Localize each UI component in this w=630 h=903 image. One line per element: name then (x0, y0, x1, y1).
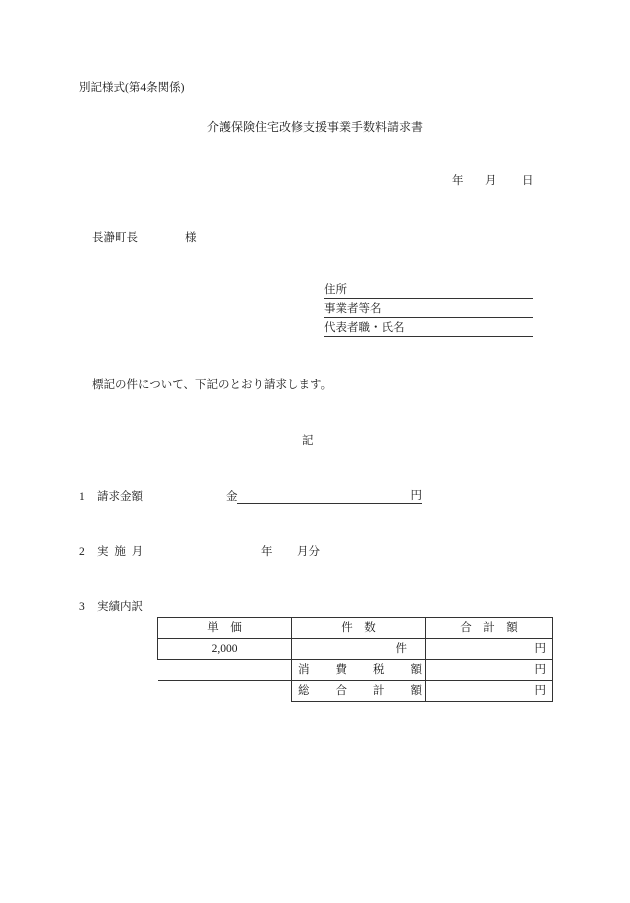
applicant-representative-label: 代表者職・氏名 (324, 322, 405, 334)
table-row-grand-total (158, 681, 553, 702)
cell-tax-amount: 円 (426, 660, 553, 681)
amount-underline (237, 490, 422, 504)
table-row-tax (158, 660, 553, 681)
header-unit-price: 単 価 (158, 618, 292, 639)
cell-tax-label (292, 660, 426, 681)
item-number: 3 (79, 601, 85, 613)
grand-total-label-char: 総 (298, 685, 310, 697)
item-label-breakdown: 実績内訳 (97, 601, 143, 613)
date-day-label: 日 (522, 175, 534, 187)
addressee-name: 長瀞町長 (92, 232, 138, 244)
addressee-honorific: 様 (185, 232, 197, 244)
cell-count: 件 (292, 639, 426, 660)
cell-empty (158, 681, 292, 702)
amount-prefix: 金 (226, 491, 238, 503)
tax-label-char: 額 (410, 664, 422, 676)
cell-unit-price: 2,000 (158, 639, 292, 660)
item-number: 1 (79, 491, 85, 503)
breakdown-table (157, 617, 553, 702)
header-total-amount: 合 計 額 (426, 618, 553, 639)
tax-label-char: 費 (335, 664, 347, 676)
cell-amount: 円 (426, 639, 553, 660)
tax-label-char: 税 (373, 664, 385, 676)
ki-heading: 記 (302, 435, 314, 447)
implementation-month-label: 月分 (297, 546, 320, 558)
applicant-representative-line (324, 322, 533, 337)
date-month-label: 月 (485, 175, 497, 187)
table-row (158, 639, 553, 660)
grand-total-label-char: 合 (335, 685, 347, 697)
header-count: 件 数 (292, 618, 426, 639)
cell-empty (158, 660, 292, 681)
form-label: 別記様式(第4条関係) (79, 82, 185, 94)
grand-total-label-char: 計 (373, 685, 385, 697)
item-label-implementation-month: 実 施 月 (97, 546, 144, 558)
amount-currency-suffix: 円 (410, 490, 422, 502)
applicant-business-name-line (324, 303, 533, 318)
cell-grand-total-amount: 円 (426, 681, 553, 702)
implementation-year-label: 年 (261, 546, 273, 558)
intro-text: 標記の件について、下記のとおり請求します。 (92, 379, 333, 391)
item-label-request-amount: 請求金額 (97, 491, 143, 503)
date-year-label: 年 (452, 175, 464, 187)
applicant-business-name-label: 事業者等名 (324, 303, 382, 315)
grand-total-label-char: 額 (410, 685, 422, 697)
applicant-address-line (324, 284, 533, 299)
applicant-address-label: 住所 (324, 284, 347, 296)
table-header-row (158, 618, 553, 639)
item-number: 2 (79, 546, 85, 558)
tax-label-char: 消 (298, 664, 310, 676)
form-title: 介護保険住宅改修支援事業手数料請求書 (206, 120, 423, 134)
applicant-block (324, 284, 533, 338)
cell-grand-total-label (292, 681, 426, 702)
